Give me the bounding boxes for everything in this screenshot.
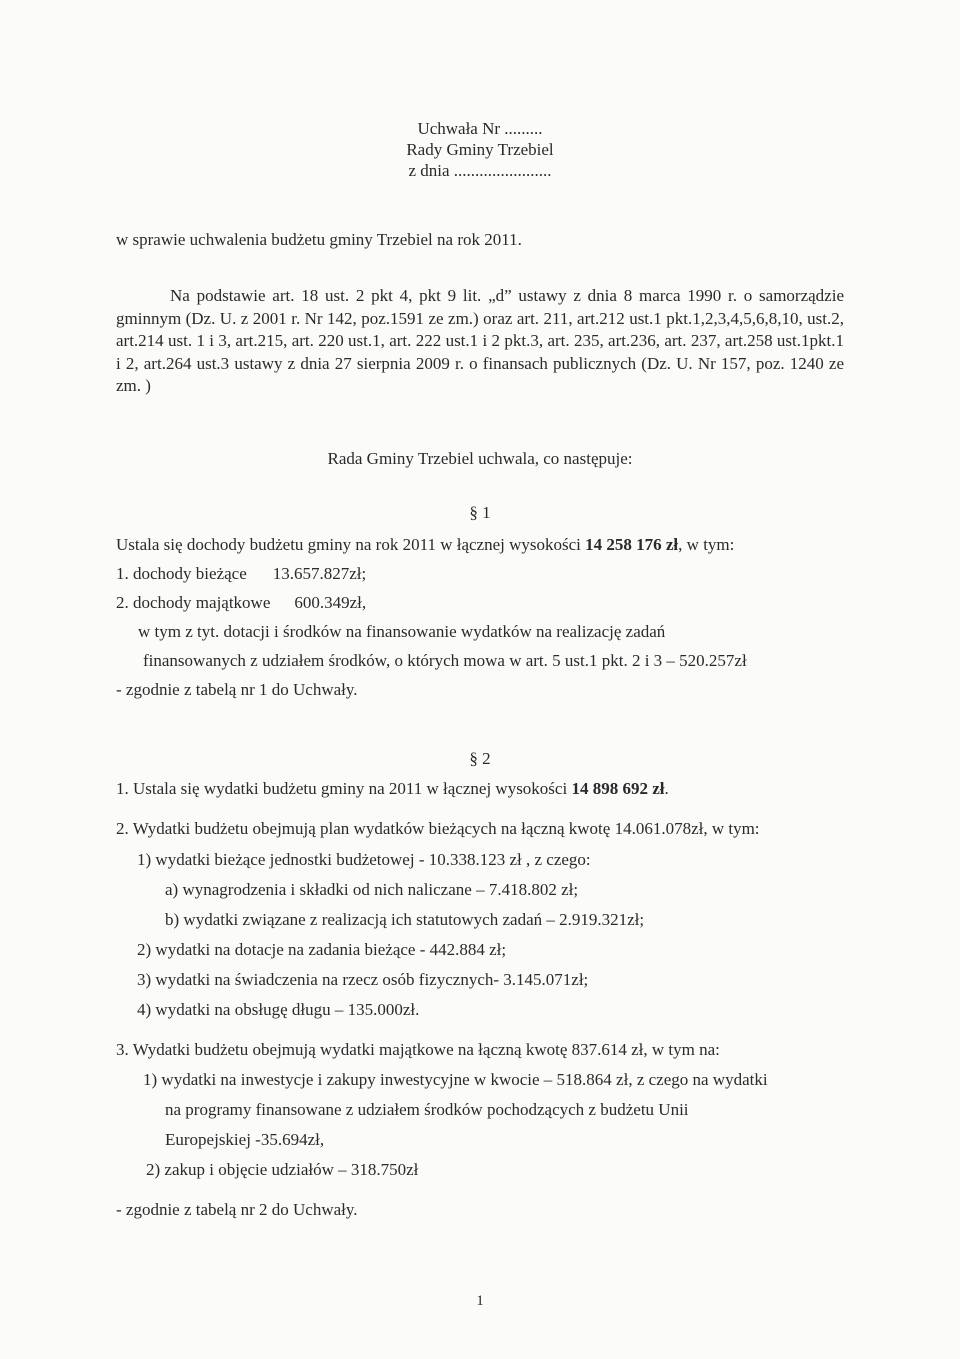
shares-purchase-line: 2) zakup i objęcie udziałów – 318.750zł bbox=[146, 1160, 419, 1179]
income-detail-line2: finansowanych z udziałem środków, o których mowa w art. 5 ust.1 pkt. 2 i 3 – 520.257zł bbox=[143, 651, 747, 670]
expenses-total: 14 898 692 zł bbox=[571, 779, 665, 798]
section-1-heading: § 1 bbox=[469, 503, 491, 522]
investment-expenses-line2: na programy finansowane z udziałem środków pochodzących z budżetu Unii bbox=[165, 1100, 689, 1119]
income-intro bbox=[116, 535, 734, 555]
salaries-expenses: a) wynagrodzenia i składki od nich naliczane – 7.418.802 zł; bbox=[165, 880, 579, 899]
investment-expenses-line3: Europejskiej -35.694zł, bbox=[165, 1130, 325, 1149]
income-item-assets bbox=[116, 593, 366, 613]
current-expenses-line: 2. Wydatki budżetu obejmują plan wydatków bieżących na łączną kwotę 14.061.078zł, w tym: bbox=[116, 819, 760, 838]
resolution-subject: w sprawie uchwalenia budżetu gminy Trzebiel na rok 2011. bbox=[116, 230, 522, 249]
resolution-number: Uchwała Nr ......... bbox=[417, 119, 543, 138]
income-intro-tail: , w tym: bbox=[678, 535, 735, 554]
income-item-current bbox=[116, 564, 366, 584]
income-current-label: 1. dochody bieżące bbox=[116, 564, 247, 583]
benefits-expenses: 3) wydatki na świadczenia na rzecz osób fizycznych- 3.145.071zł; bbox=[137, 970, 589, 989]
council-name: Rady Gminy Trzebiel bbox=[406, 140, 554, 159]
resolution-date: z dnia ....................... bbox=[408, 161, 552, 180]
expenses-table-reference: - zgodnie z tabelą nr 2 do Uchwały. bbox=[116, 1200, 358, 1219]
resolution-header bbox=[0, 118, 960, 181]
council-resolves: Rada Gminy Trzebiel uchwala, co następuje: bbox=[327, 449, 633, 468]
expenses-total-tail: . bbox=[664, 779, 669, 798]
expenses-total-text: 1. Ustala się wydatki budżetu gminy na 2011 w łącznej wysokości bbox=[116, 779, 572, 798]
income-intro-text: Ustala się dochody budżetu gminy na rok 2011 w łącznej wysokości bbox=[116, 535, 586, 554]
grants-expenses: 2) wydatki na dotacje na zadania bieżące - 442.884 zł; bbox=[137, 940, 507, 959]
income-assets-label: 2. dochody majątkowe bbox=[116, 593, 271, 612]
expenses-total-line bbox=[116, 779, 669, 799]
debt-service-expenses: 4) wydatki na obsługę długu – 135.000zł. bbox=[137, 1000, 420, 1019]
statutory-expenses: b) wydatki związane z realizacją ich statutowych zadań – 2.919.321zł; bbox=[165, 910, 645, 929]
legal-basis: Na podstawie art. 18 ust. 2 pkt 4, pkt 9 lit. „d” ustawy z dnia 8 marca 1990 r. o samorządzie gminnym (Dz. U. z 2001 r. Nr 142, poz.1591 ze zm.) oraz art. 211, art.212 ust.1 pkt.1,2,3,4,5,6,8,10, ust.2, art.214 ust. 1 i 3, art.215, art. 220 ust.1, art. 222 ust.1 i 2 pkt.3, art. 235, art.236, art. 237, art.258 ust.1pkt.1 i 2, art.264 ust.3 ustawy z dnia 27 sierpnia 2009 r. o finansach publicznych (Dz. U. Nr 157, poz. 1240 ze zm. ) bbox=[116, 286, 844, 395]
income-current-value: 13.657.827zł; bbox=[272, 564, 367, 583]
income-detail-line1: w tym z tyt. dotacji i środków na finansowanie wydatków na realizację zadań bbox=[138, 622, 666, 641]
income-assets-value: 600.349zł, bbox=[294, 593, 367, 612]
income-table-reference: - zgodnie z tabelą nr 1 do Uchwały. bbox=[116, 680, 358, 699]
income-total: 14 258 176 zł bbox=[585, 535, 679, 554]
asset-expenses-line: 3. Wydatki budżetu obejmują wydatki majątkowe na łączną kwotę 837.614 zł, w tym na: bbox=[116, 1040, 720, 1059]
section-2-heading: § 2 bbox=[469, 749, 491, 768]
page-number: 1 bbox=[476, 1293, 484, 1309]
investment-expenses-line1: 1) wydatki na inwestycje i zakupy inwestycyjne w kwocie – 518.864 zł, z czego na wydatki bbox=[143, 1070, 768, 1089]
budget-unit-expenses: 1) wydatki bieżące jednostki budżetowej - 10.338.123 zł , z czego: bbox=[137, 850, 591, 869]
